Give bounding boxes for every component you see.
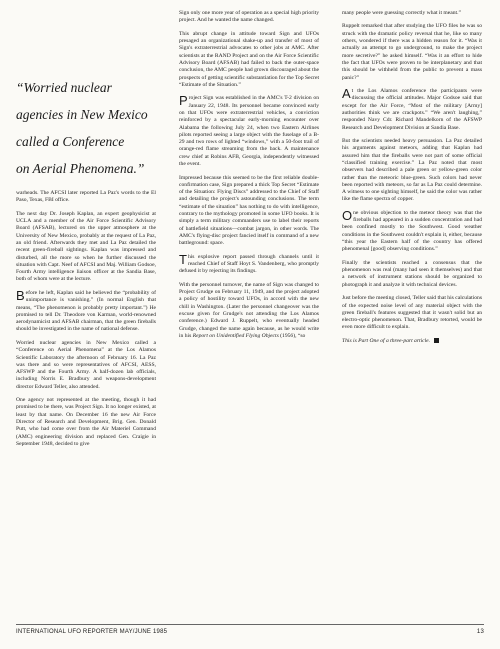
col2-paragraph-1: Sign only one more year of operation as a special high priority project. And he wanted the name changed. — [179, 10, 319, 24]
pull-quote-line-4: on Aerial Phenomena.” — [16, 161, 145, 176]
publication-title: INTERNATIONAL UFO REPORTER MAY/JUNE 1985 — [16, 629, 168, 635]
col2-paragraph-5: This explosive report passed through channels until it reached Chief of Staff Hoyt S. Vandenberg, who promptly defused it by rejecting its findings. — [179, 251, 319, 275]
pull-quote-line-2: agencies in New Mexico — [16, 107, 148, 122]
col2-paragraph-2: This abrupt change in attitude toward Sign and UFOs presaged an organizational shake-up and transfer of most of Sign's extraterrestrial advocates to other jobs at AMC. After scientists at the RAND Project and on the Air Force Scientific Advisory Board (AFSAB) had failed to back the outer-space conclusion, the AMC people had grown discouraged about the prospects of getting scientific substantiation for the Top Secret “Estimate of the Situation.” — [179, 30, 319, 88]
col2-paragraph-6-end: (1956), “so — [278, 332, 306, 339]
book-title: Report on Unidentified Flying Objects — [192, 332, 279, 339]
col1-paragraph-4: Worried nuclear agencies in New Mexico called a “Conference on Aerial Phenomena” at the Los Alamos Scientific Laboratory the afternoon of February 16. La Paz was there and so were representatives of AFCSI, AESS, AFSWP and the Fourth Army. A half-dozen lab officials, including Norris E. Bradbury and weapons-development director Edward Teller, also attended. — [16, 339, 156, 390]
pull-quote — [16, 74, 166, 182]
col3-paragraph-5: One obvious objection to the meteor theory was that the fireballs had appeared in a sudden concentration and had been confined mostly to the Southwest. Good weather conditions in the Southwest couldn't explain it, either, because “this year the Eastern half of the country has offered phenomenal [good] observing conditions.” — [342, 207, 482, 253]
col2-paragraph-6-text: With the personnel turnover, the name of Sign was changed to Project Grudge on February 11, 1949, and the project adopted a policy of hostility toward UFOs, in accord with the new chill in Washington. (Later the personnel changeover was the excuse given for Grudge's not attending the Los Alamos conference.) Edward J. Ruppelt, who eventually headed Grudge, changed the name again because, as he would write in his — [179, 281, 319, 339]
col1-paragraph-1: warheads. The AFCSI later reported La Paz's words to the El Paso, Texas, FBI office. — [16, 190, 156, 204]
col3-paragraph-1: many people were guessing correctly what it meant.” — [342, 10, 461, 16]
col1-paragraph-2: The next day Dr. Joseph Kaplan, an expert geophysicist at UCLA and a member of the Air Force Scientific Advisory Board (AFSAB), lectured on the upper atmosphere at the University of New Mexico, probably at the request of La Paz, an old friend. Afterwards they met and La Paz detailed the recent green-fireball sightings. Kaplan was impressed and disturbed, all the more so when he further discussed the situation with Capt. Neef of AFCSI and Maj. William Godsoe, Fourth Army intelligence liaison officer at the Sandia Base, both of whom were at the lecture. — [16, 210, 156, 283]
end-mark-icon — [434, 338, 439, 343]
pull-quote-line-3: called a Conference — [16, 134, 125, 149]
page-footer — [16, 624, 484, 639]
col2-paragraph-4: Impressed because this seemed to be the first reliable double-confirmation case, Sign prepared a thick Top Secret “Estimate of the Situation: Flying Discs” addressed to the Chief of Staff and detailing the project's astounding conclusions. The term “estimate of the situation” has nothing to do with intelligence, contrary to the mythology promoted in some UFO books. It is simply a term military commanders use to label their reports of battlefield situations—combat jargon, in other words. The AMC's flying-disc project fancied itself in command of a new battleground: space. — [179, 174, 319, 247]
col1-paragraph-3: Before he left, Kaplan said he believed the “probability of unimportance is vanishing.” (In normal English that means, “The phenomenon is probably pretty important.”) He promised to tell Dr. Theodore von Karman, world-renowned aerodynamicist and AFSAB chairman, that the green fireballs should be investigated in the name of national defense. — [16, 287, 156, 333]
col1-paragraph-5: One agency not represented at the meeting, though it had promised to be there, was Project Sign. It no longer existed, at least by that name. On December 16 the new Air Force Director of Research and Development, Brig. Gen. Donald Putt, who had come over from the Air Materiel Command (AMC) engineering division and replaced Gen. Craigie in September 1948, decided to give — [16, 397, 156, 447]
article-end-note — [342, 338, 482, 345]
col3-paragraph-6: Finally the scientists reached a consensus that the phenomenon was real (many had seen it themselves) and that a network of instrument stations should be organized to photograph it and analyze it with technical devices. — [342, 259, 482, 288]
column-2 — [179, 10, 319, 346]
end-note-text: This is Part One of a three-part article. — [342, 337, 431, 344]
col3-paragraph-7: Just before the meeting closed, Teller said that his calculations of the expected noise level of any material object with the green fireball's features suggested that it wasn't solid but an electro-optic phenomenon. That, Bradbury retorted, would be even more difficult to explain. — [342, 295, 482, 331]
col3-paragraph-3: At the Los Alamos conference the participants were discussing the official attitudes. Major Godsoe said that except for the Air Force, “Most of the military [Army] authorities think we are crackpots.” “We aren't laughing,” responded Navy Cdr. Richard Mandelkorn of the AFSWP Research and Development Division at Sandia Base. — [342, 86, 482, 131]
col3-paragraph-4: But the scientists needed heavy persuasion. La Paz detailed his arguments against meteors, adding that Kaplan had assured him that the fireballs were not part of some official “classified training exercise.” La Paz noted that most observers had described a pale green or yellow-green color rather than the meteoric blue-green. Such colors had never been reported with meteors, so far as La Paz could determine. A witness to one sighting himself, he said the color was rather like the flame spectra of copper. — [342, 138, 482, 203]
col3-paragraph-2: Ruppelt remarked that after studying the UFO files he was so struck with the dramatic policy reversal that he, like so many others, wondered if there was a hidden reason for it. “Was it actually an attempt to go underground, to make the project more secretive?” he asked himself. “Was it an effort to hide the fact that UFOs were proven to be interplanetary and that this should be withheld from the public to prevent a mass panic?” — [342, 23, 482, 81]
page-number: 13 — [476, 629, 484, 635]
col2-paragraph-3: Project Sign was established in the AMC's T-2 division on January 22, 1948. Its personnel became convinced early on that UFOs were extraterrestrial vehicles, a conviction reinforced by a spectacular early-morning encounter over Alabama the following July 24, when two Eastern Airlines pilots reported seeing a large object with the fuselage of a B-29 and two rows of lighted “windows,” with a 50-foot trail of orange-red flame streaming from the back. A maintenance crew chief at Robins AFB, Georgia, independently witnessed the event. — [179, 93, 319, 168]
col2-paragraph-6 — [179, 282, 319, 340]
pull-quote-line-1: “Worried nuclear — [16, 80, 112, 95]
column-1 — [16, 190, 156, 454]
column-3 — [342, 10, 482, 351]
